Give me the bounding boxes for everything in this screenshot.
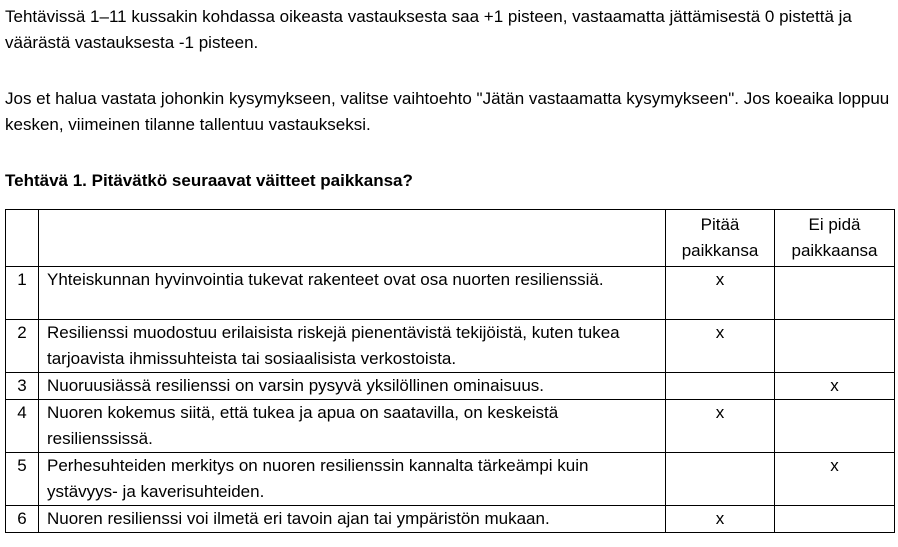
- row-number: 6: [6, 506, 39, 533]
- header-number: [6, 210, 39, 267]
- row-number: 4: [6, 400, 39, 453]
- true-mark-cell[interactable]: x: [666, 400, 775, 453]
- row-number: 1: [6, 267, 39, 320]
- table-row: [6, 453, 895, 506]
- table-row: [6, 400, 895, 453]
- table-row: [6, 320, 895, 373]
- true-mark-cell[interactable]: x: [666, 320, 775, 373]
- row-statement: Yhteiskunnan hyvinvointia tukevat rakenteet ovat osa nuorten resilienssiä.: [39, 267, 666, 320]
- skip-instructions: Jos et halua vastata johonkin kysymykseen, valitse vaihtoehto "Jätän vastaamatta kysymykseen". Jos koeaika loppuu kesken, viimeinen tilanne tallentuu vastaukseksi.: [5, 89, 890, 134]
- task-title: Tehtävä 1. Pitävätkö seuraavat väitteet paikkansa?: [5, 171, 413, 190]
- row-statement: Nuoren kokemus siitä, että tukea ja apua on saatavilla, on keskeistä resilienssissä.: [39, 400, 666, 453]
- row-statement: Nuoren resilienssi voi ilmetä eri tavoin ajan tai ympäristön mukaan.: [39, 506, 666, 533]
- true-mark-cell[interactable]: [666, 453, 775, 506]
- statements-table: [5, 209, 895, 533]
- false-mark-cell[interactable]: x: [775, 373, 895, 400]
- row-statement: Nuoruusiässä resilienssi on varsin pysyvä yksilöllinen ominaisuus.: [39, 373, 666, 400]
- true-mark-cell[interactable]: [666, 373, 775, 400]
- row-number: 2: [6, 320, 39, 373]
- false-mark-cell[interactable]: [775, 506, 895, 533]
- false-mark-cell[interactable]: x: [775, 453, 895, 506]
- header-false: Ei pidä paikkaansa: [775, 210, 895, 267]
- header-true: Pitää paikkansa: [666, 210, 775, 267]
- false-mark-cell[interactable]: [775, 267, 895, 320]
- row-number: 5: [6, 453, 39, 506]
- header-statement: [39, 210, 666, 267]
- true-mark-cell[interactable]: x: [666, 267, 775, 320]
- table-row: [6, 373, 895, 400]
- row-statement: Perhesuhteiden merkitys on nuoren resilienssin kannalta tärkeämpi kuin ystävyys- ja kaverisuhteiden.: [39, 453, 666, 506]
- table-header-row: [6, 210, 895, 267]
- row-number: 3: [6, 373, 39, 400]
- true-mark-cell[interactable]: x: [666, 506, 775, 533]
- row-statement: Resilienssi muodostuu erilaisista riskejä pienentävistä tekijöistä, kuten tukea tarjoavista ihmissuhteista tai sosiaalisista verkostoista.: [39, 320, 666, 373]
- scoring-instructions: Tehtävissä 1–11 kussakin kohdassa oikeasta vastauksesta saa +1 pisteen, vastaamatta jättämisestä 0 pistettä ja väärästä vastauksesta -1 pisteen.: [5, 7, 852, 52]
- false-mark-cell[interactable]: [775, 320, 895, 373]
- table-row: [6, 506, 895, 533]
- table-row: [6, 267, 895, 320]
- false-mark-cell[interactable]: [775, 400, 895, 453]
